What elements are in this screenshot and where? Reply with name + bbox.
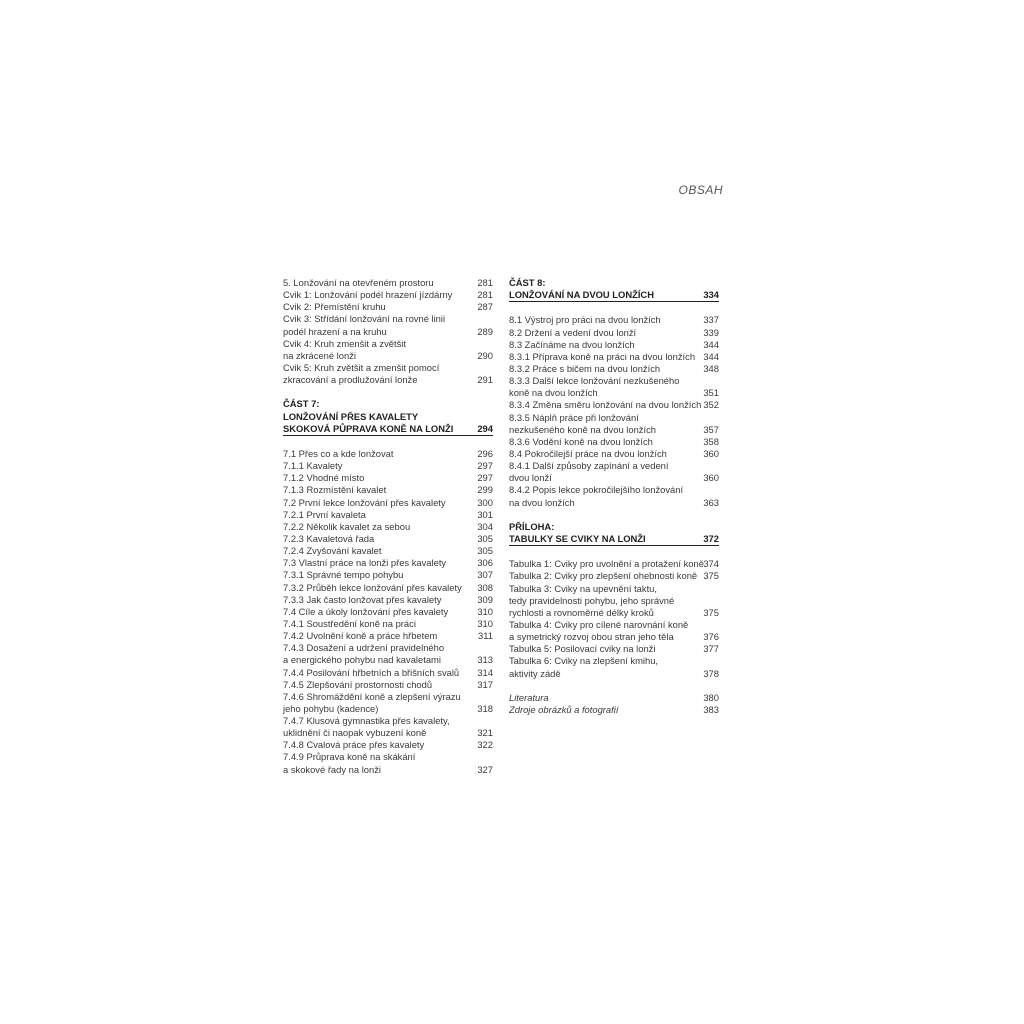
toc-entry-title: koně na dvou lonžích — [509, 387, 598, 399]
toc-entry-title: tedy pravidelnosti pohybu, jeho správné — [509, 594, 675, 606]
toc-entry — [283, 374, 493, 386]
toc-entry — [509, 460, 719, 472]
toc-entry-title: 8.3.5 Náplň práce při lonžování — [509, 411, 639, 423]
toc-entry-title: 7.4.4 Posilování hřbetních a břišních svalů — [283, 666, 460, 678]
toc-entry — [509, 595, 719, 607]
toc-entry-title: aktivity zádě — [509, 667, 561, 679]
toc-entry-page: 310 — [477, 617, 493, 629]
toc-entry — [509, 692, 719, 704]
toc-column-left — [283, 277, 493, 776]
toc-entry — [509, 375, 719, 387]
toc-entry — [509, 412, 719, 424]
toc-entry — [283, 715, 493, 727]
spacer — [509, 509, 719, 521]
toc-entry-page: 377 — [703, 643, 719, 655]
toc-entry — [283, 691, 493, 703]
toc-entry-page: 363 — [703, 496, 719, 508]
toc-entry-page: 375 — [703, 606, 719, 618]
toc-entry-title: 8.3.6 Vodění koně na dvou lonžích — [509, 435, 653, 447]
toc-entry-page: 337 — [703, 314, 719, 326]
toc-column-right — [509, 277, 719, 716]
toc-entry-page: 281 — [477, 277, 493, 288]
toc-entry-title: Tabulka 1: Cviky pro uvolnění a protažení koně — [509, 558, 704, 570]
toc-entry — [509, 655, 719, 667]
toc-entry-title: LONŽOVÁNÍ PŘES KAVALETY — [283, 410, 419, 422]
toc-entry-page: 357 — [703, 423, 719, 435]
toc-entry-title: 7.3 Vlastní práce na lonži přes kavalety — [283, 557, 447, 569]
toc-entry-title: 7.4.1 Soustředění koně na práci — [283, 617, 416, 629]
toc-entry-page: 305 — [477, 532, 493, 544]
toc-entry-title: uklidnění či naopak vybuzení koně — [283, 727, 427, 739]
toc-entry-title: 8.4.2 Popis lekce pokročilejšího lonžování — [509, 484, 684, 496]
toc-entry — [283, 703, 493, 715]
toc-entry-title: Cvik 2: Přemístění kruhu — [283, 301, 386, 313]
toc-entry-title: 8.3.2 Práce s bičem na dvou lonžích — [509, 362, 661, 374]
spacer — [283, 386, 493, 398]
toc-entry-page: 306 — [477, 557, 493, 569]
toc-entry-title: Tabulka 3: Cviky na upevnění taktu, — [509, 582, 658, 594]
toc-part-heading — [509, 277, 719, 289]
toc-entry — [509, 570, 719, 582]
toc-entry — [283, 350, 493, 362]
toc-entry-page: 378 — [703, 667, 719, 679]
toc-entry — [283, 594, 493, 606]
toc-entry-title: Tabulka 6: Cviky na zlepšení kmihu, — [509, 655, 659, 667]
toc-entry-page: 299 — [477, 484, 493, 496]
toc-entry — [509, 314, 719, 326]
toc-entry-title: Tabulka 2: Cviky pro zlepšení ohebnosti koně — [509, 570, 698, 582]
toc-entry — [509, 399, 719, 411]
toc-entry-page: 304 — [477, 520, 493, 532]
toc-part-heading — [283, 398, 493, 410]
toc-entry-page: 300 — [477, 496, 493, 508]
toc-entry-title: 8.4.1 Další způsoby zapínání a vedení — [509, 460, 669, 472]
toc-entry-page: 383 — [703, 703, 719, 715]
toc-entry-title: 7.2.2 Několik kavalet za sebou — [283, 520, 411, 532]
toc-entry-page: 291 — [477, 374, 493, 386]
spacer — [509, 302, 719, 314]
toc-entry-page: 297 — [477, 460, 493, 472]
toc-entry-page: 344 — [703, 338, 719, 350]
toc-entry-title: a skokové řady na lonži — [283, 763, 381, 775]
toc-entry — [283, 289, 493, 301]
toc-entry — [283, 497, 493, 509]
toc-entry — [509, 668, 719, 680]
toc-entry — [509, 351, 719, 363]
toc-entry-title: podél hrazení a na kruhu — [283, 325, 387, 337]
toc-part-heading — [509, 289, 719, 302]
toc-entry-page: 351 — [703, 387, 719, 399]
toc-entry-title: 7.4.3 Dosažení a udržení pravidelného — [283, 642, 445, 654]
toc-entry — [509, 448, 719, 460]
toc-entry-title: 7.2.3 Kavaletová řada — [283, 532, 375, 544]
toc-entry-title: 7.4.2 Uvolnění koně a práce hřbetem — [283, 630, 438, 642]
toc-entry — [509, 387, 719, 399]
toc-entry-page: 308 — [477, 581, 493, 593]
toc-entry — [283, 484, 493, 496]
toc-entry — [509, 484, 719, 496]
toc-entry-title: PŘÍLOHA: — [509, 520, 555, 532]
toc-entry-title: na dvou lonžích — [509, 496, 575, 508]
toc-entry-page: 344 — [703, 350, 719, 362]
toc-entry — [283, 509, 493, 521]
toc-entry — [509, 631, 719, 643]
toc-entry — [509, 497, 719, 509]
toc-entry-page: 310 — [477, 605, 493, 617]
toc-entry — [283, 521, 493, 533]
toc-entry-title: 8.3.3 Další lekce lonžování nezkušeného — [509, 375, 680, 387]
toc-entry-title: Tabulka 5: Posilovací cviky na lonži — [509, 643, 656, 655]
toc-entry-page: 360 — [703, 472, 719, 484]
toc-entry-title: 7.4.5 Zlepšování prostornosti chodů — [283, 678, 433, 690]
toc-entry — [283, 642, 493, 654]
toc-entry — [283, 679, 493, 691]
toc-part-heading — [509, 533, 719, 546]
toc-entry — [283, 472, 493, 484]
spacer — [283, 436, 493, 448]
toc-entry-page: 372 — [703, 532, 719, 544]
toc-entry-page: 281 — [477, 289, 493, 301]
toc-entry-title: 7.1.3 Rozmístění kavalet — [283, 484, 387, 496]
toc-entry-page: 311 — [478, 630, 493, 642]
toc-entry-title: 8.3.1 Příprava koně na práci na dvou lonžích — [509, 350, 696, 362]
toc-entry-page: 376 — [703, 631, 719, 643]
toc-entry-page: 375 — [703, 570, 719, 582]
toc-entry-title: TABULKY SE CVIKY NA LONŽI — [509, 532, 646, 544]
toc-entry-page: 294 — [477, 422, 493, 434]
toc-entry-page: 318 — [477, 702, 493, 714]
toc-entry — [283, 751, 493, 763]
toc-entry — [283, 630, 493, 642]
toc-entry — [283, 727, 493, 739]
toc-entry-page: 290 — [477, 349, 493, 361]
toc-entry-title: 7.4.9 Průprava koně na skákání — [283, 751, 416, 763]
toc-entry — [283, 582, 493, 594]
toc-entry — [283, 654, 493, 666]
toc-entry — [509, 643, 719, 655]
toc-entry-title: 8.1 Výstroj pro práci na dvou lonžích — [509, 314, 661, 326]
toc-entry-title: 7.2.4 Zvyšování kavalet — [283, 545, 382, 557]
toc-entry-title: nezkušeného koně na dvou lonžích — [509, 423, 656, 435]
toc-entry-page: 289 — [477, 325, 493, 337]
toc-entry — [509, 704, 719, 716]
toc-entry-title: 7.3.1 Správné tempo pohybu — [283, 569, 404, 581]
toc-entry-title: Cvik 4: Kruh zmenšit a zvětšit — [283, 337, 406, 349]
toc-entry — [283, 545, 493, 557]
toc-entry-title: Cvik 5: Kruh zvětšit a zmenšit pomocí — [283, 361, 440, 373]
toc-entry — [283, 362, 493, 374]
toc-entry-title: 7.2.1 První kavaleta — [283, 508, 366, 520]
toc-entry — [283, 326, 493, 338]
toc-entry — [509, 363, 719, 375]
toc-entry-page: 360 — [703, 447, 719, 459]
toc-entry — [283, 764, 493, 776]
toc-entry-title: Cvik 3: Střídání lonžování na rovné linii — [283, 313, 446, 325]
toc-entry-title: 5. Lonžování na otevřeném prostoru — [283, 277, 434, 288]
toc-entry-title: Literatura — [509, 691, 549, 703]
toc-entry — [283, 460, 493, 472]
toc-entry-title: LONŽOVÁNÍ NA DVOU LONŽÍCH — [509, 289, 654, 301]
toc-entry-page: 297 — [477, 472, 493, 484]
toc-entry-title: 8.3.4 Změna směru lonžování na dvou lonžích — [509, 399, 702, 411]
toc-entry-title: 7.1.1 Kavalety — [283, 460, 343, 472]
toc-entry — [283, 606, 493, 618]
toc-entry-page: 314 — [477, 666, 493, 678]
toc-entry — [283, 533, 493, 545]
toc-part-heading — [283, 423, 493, 436]
toc-entry-title: rychlosti a rovnoměrné délky kroků — [509, 606, 654, 618]
toc-entry-page: 334 — [703, 289, 719, 301]
toc-entry-title: 7.4 Cíle a úkoly lonžování přes kavalety — [283, 605, 449, 617]
toc-entry-title: a symetrický rozvoj obou stran jeho těla — [509, 631, 674, 643]
toc-entry-title: jeho pohybu (kadence) — [283, 702, 379, 714]
toc-entry — [283, 313, 493, 325]
toc-entry-page: 287 — [477, 301, 493, 313]
toc-entry-title: ČÁST 8: — [509, 277, 546, 288]
toc-part-heading — [509, 521, 719, 533]
toc-entry — [283, 338, 493, 350]
toc-entry — [509, 607, 719, 619]
toc-entry-page: 358 — [703, 435, 719, 447]
toc-entry — [283, 569, 493, 581]
toc-entry — [509, 424, 719, 436]
toc-entry-title: Tabulka 4: Cviky pro cílené narovnání koně — [509, 618, 689, 630]
toc-entry-title: SKOKOVÁ PŮPRAVA KONĚ NA LONŽI — [283, 422, 454, 434]
toc-entry-title: 8.2 Držení a vedení dvou lonží — [509, 326, 637, 338]
toc-entry — [283, 301, 493, 313]
toc-entry-title: 8.3 Začínáme na dvou lonžích — [509, 338, 635, 350]
toc-entry-page: 309 — [477, 593, 493, 605]
toc-entry-page: 339 — [703, 326, 719, 338]
toc-entry-title: 7.1.2 Vhodné místo — [283, 472, 365, 484]
toc-entry — [509, 327, 719, 339]
toc-entry-title: Cvik 1: Lonžování podél hrazení jízdárny — [283, 289, 453, 301]
toc-entry — [283, 739, 493, 751]
toc-entry-page: 296 — [477, 447, 493, 459]
toc-entry — [509, 339, 719, 351]
toc-entry — [283, 667, 493, 679]
toc-entry-page: 307 — [477, 569, 493, 581]
spacer — [509, 680, 719, 692]
toc-entry-page: 317 — [477, 678, 493, 690]
toc-entry — [283, 277, 493, 289]
toc-entry — [283, 557, 493, 569]
toc-entry-title: 7.3.2 Průběh lekce lonžování přes kavalety — [283, 581, 462, 593]
toc-entry-title: 7.3.3 Jak často lonžovat přes kavalety — [283, 593, 442, 605]
toc-entry-title: a energického pohybu nad kavaletami — [283, 654, 441, 666]
toc-entry — [509, 619, 719, 631]
toc-entry-page: 374 — [703, 558, 719, 570]
toc-entry-title: 7.4.6 Shromáždění koně a zlepšení výrazu — [283, 690, 461, 702]
toc-entry — [283, 618, 493, 630]
toc-entry-page: 348 — [703, 362, 719, 374]
toc-entry-title: Zdroje obrázků a fotografií — [509, 703, 619, 715]
toc-entry-title: 7.4.7 Klusová gymnastika přes kavalety, — [283, 715, 450, 727]
toc-entry-title: zkracování a prodlužování lonže — [283, 374, 418, 386]
spacer — [509, 546, 719, 558]
toc-entry-page: 301 — [477, 508, 493, 520]
toc-entry — [509, 583, 719, 595]
toc-entry-page: 321 — [477, 727, 493, 739]
toc-entry-page: 322 — [477, 739, 493, 751]
toc-entry-title: ČÁST 7: — [283, 398, 320, 410]
section-header: OBSAH — [678, 183, 723, 197]
toc-entry — [509, 558, 719, 570]
toc-entry-title: 8.4 Pokročilejší práce na dvou lonžích — [509, 447, 667, 459]
toc-entry-title: 7.4.8 Cvalová práce přes kavalety — [283, 739, 425, 751]
toc-entry-title: 7.2 První lekce lonžování přes kavalety — [283, 496, 446, 508]
toc-entry — [509, 436, 719, 448]
toc-entry — [509, 472, 719, 484]
toc-part-heading — [283, 411, 493, 423]
toc-entry-title: 7.1 Přes co a kde lonžovat — [283, 447, 394, 459]
toc-entry-page: 313 — [477, 654, 493, 666]
toc-entry-page: 305 — [477, 545, 493, 557]
toc-entry-title: na zkrácené lonži — [283, 349, 356, 361]
toc-entry-page: 352 — [703, 399, 719, 411]
toc-entry — [283, 448, 493, 460]
toc-entry-title: dvou lonží — [509, 472, 552, 484]
toc-entry-page: 380 — [703, 691, 719, 703]
toc-entry-page: 327 — [477, 763, 493, 775]
